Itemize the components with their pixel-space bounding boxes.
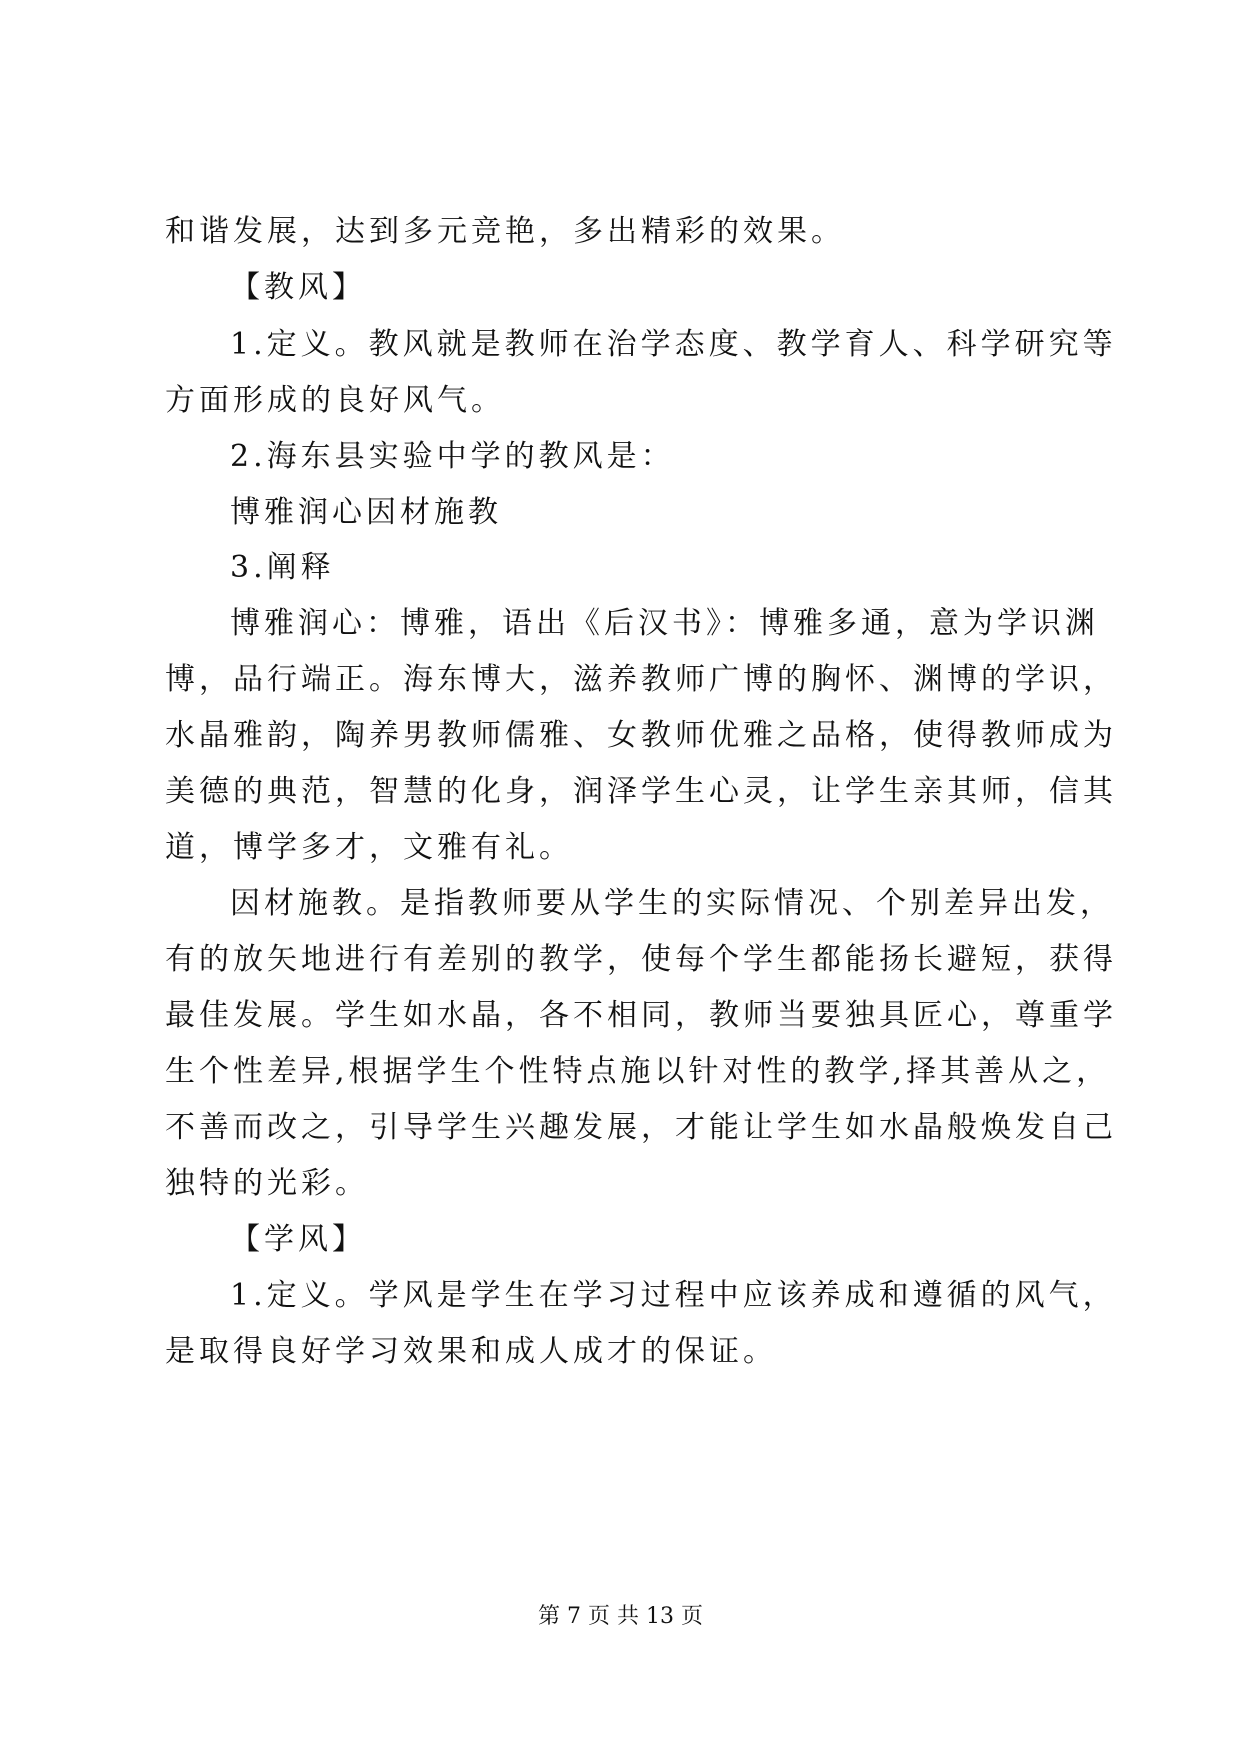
page-number-footer: 第 7 页 共 13 页: [538, 1604, 703, 1629]
paragraph-line: 道，博学多才，文雅有礼。: [165, 830, 573, 865]
paragraph-line: 美德的典范，智慧的化身，润泽学生心灵，让学生亲其师，信其: [165, 774, 1117, 809]
paragraph-line: 不善而改之，引导学生兴趣发展，才能让学生如水晶般焕发自己: [165, 1110, 1117, 1145]
paragraph-line: 有的放矢地进行有差别的教学，使每个学生都能扬长避短，获得: [165, 942, 1117, 977]
paragraph-line: 和谐发展，达到多元竞艳，多出精彩的效果。: [165, 214, 845, 249]
paragraph-line: 博，品行端正。海东博大，滋养教师广博的胸怀、渊博的学识，: [165, 662, 1117, 697]
paragraph-line: 是取得良好学习效果和成人成才的保证。: [165, 1334, 777, 1369]
paragraph-line: 生个性差异,根据学生个性特点施以针对性的教学,择其善从之，: [165, 1054, 1111, 1089]
paragraph-line: 博雅润心因材施教: [230, 495, 502, 530]
paragraph-line: 博雅润心：博雅，语出《后汉书》：博雅多通，意为学识渊: [230, 606, 1099, 641]
paragraph-line: 水晶雅韵，陶养男教师儒雅、女教师优雅之品格，使得教师成为: [165, 718, 1117, 753]
paragraph-line: 1.定义。学风是学生在学习过程中应该养成和遵循的风气，: [230, 1278, 1117, 1313]
paragraph-line: 最佳发展。学生如水晶，各不相同，教师当要独具匠心，尊重学: [165, 998, 1117, 1033]
paragraph-line: 因材施教。是指教师要从学生的实际情况、个别差异出发，: [230, 886, 1114, 921]
paragraph-line: 方面形成的良好风气。: [165, 383, 505, 418]
section-heading-jiaofeng: 【教风】: [230, 270, 366, 305]
paragraph-line: 2.海东县实验中学的教风是：: [230, 439, 675, 474]
paragraph-line: 1.定义。教风就是教师在治学态度、教学育人、科学研究等: [230, 327, 1117, 362]
paragraph-line: 独特的光彩。: [165, 1166, 369, 1201]
paragraph-line: 3.阐释: [230, 550, 335, 585]
section-heading-xuefeng: 【学风】: [230, 1222, 366, 1257]
